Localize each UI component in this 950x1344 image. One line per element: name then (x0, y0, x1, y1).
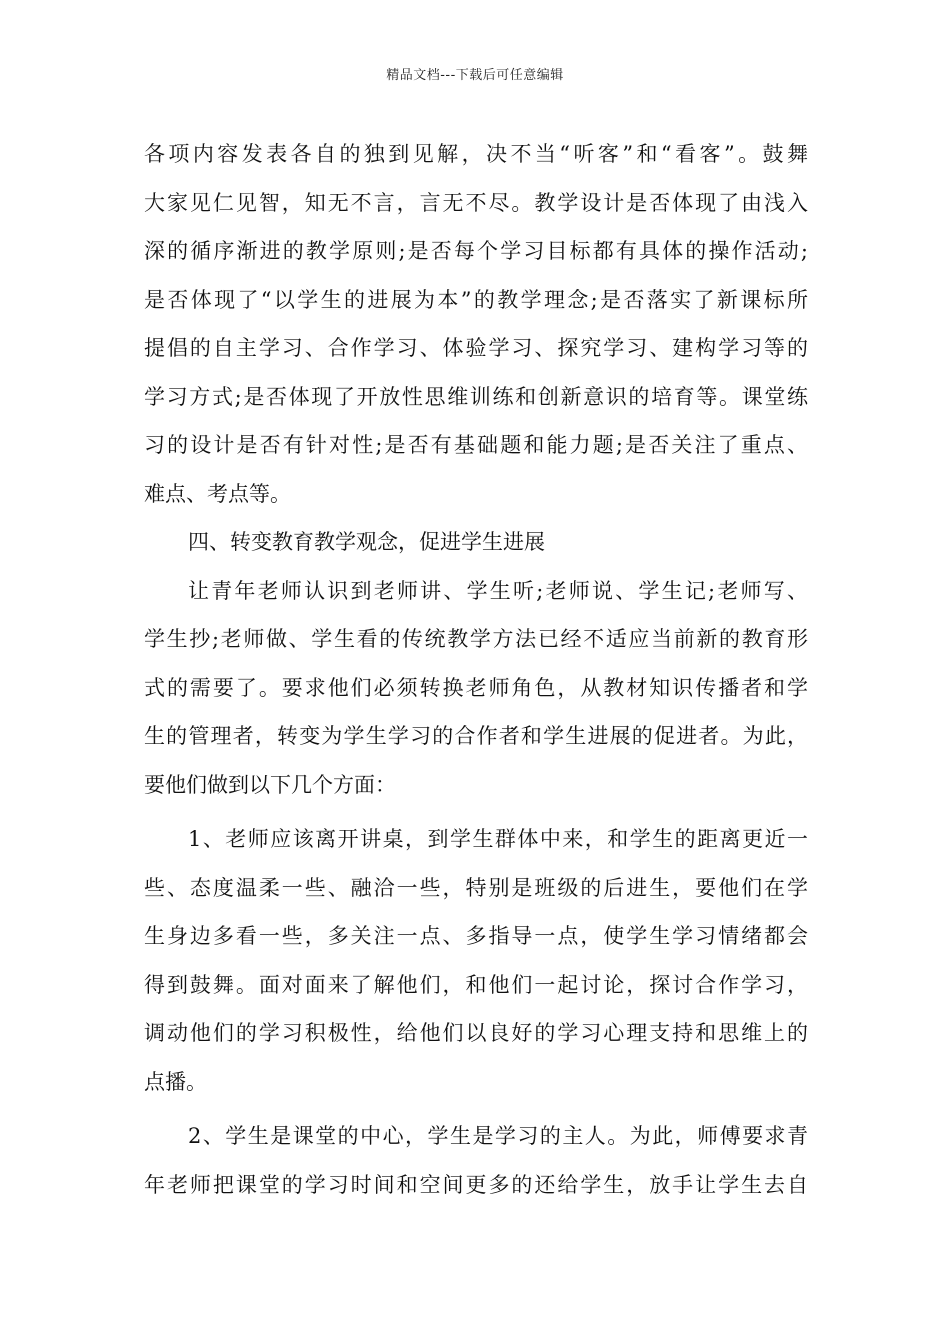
text-line: 些、态度温柔一些、融洽一些，特别是班级的后进生，要他们在学 (144, 875, 808, 900)
text-line: 2、学生是课堂的中心，学生是学习的主人。为此，师傅要求青 (188, 1124, 808, 1148)
text-line: 深的循序渐进的教学原则;是否每个学习目标都有具体的操作活动; (144, 239, 808, 263)
paragraph (144, 567, 808, 810)
heading-line: 四、转变教育教学观念，促进学生进展 (188, 530, 545, 554)
page-header: 精品文档---下载后可任意编辑 (386, 68, 564, 83)
text-line: 调动他们的学习积极性，给他们以良好的学习心理支持和思维上的 (144, 1021, 808, 1045)
text-line: 得到鼓舞。面对面来了解他们，和他们一起讨论，探讨合作学习， (144, 972, 808, 997)
text-line: 要他们做到以下几个方面： (144, 772, 396, 797)
paragraph (144, 815, 808, 1106)
paragraph (144, 1112, 808, 1209)
section-heading (144, 518, 808, 567)
text-line: 习的设计是否有针对性;是否有基础题和能力题;是否关注了重点、 (144, 433, 808, 457)
text-line: 提倡的自主学习、合作学习、体验学习、探究学习、建构学习等的 (144, 336, 808, 360)
text-line: 学习方式;是否体现了开放性思维训练和创新意识的培育等。课堂练 (144, 384, 808, 409)
text-line: 1、老师应该离开讲桌，到学生群体中来，和学生的距离更近一 (188, 827, 808, 851)
text-line: 难点、考点等。 (144, 481, 291, 506)
text-line: 生的管理者，转变为学生学习的合作者和学生进展的促进者。为此， (144, 724, 808, 748)
paragraph (144, 130, 808, 518)
text-line: 大家见仁见智，知无不言，言无不尽。教学设计是否体现了由浅入 (144, 190, 808, 215)
text-line: 让青年老师认识到老师讲、学生听;老师说、学生记;老师写、 (188, 578, 808, 603)
text-line: 是否体现了“以学生的进展为本”的教学理念;是否落实了新课标所 (144, 287, 808, 312)
text-line: 式的需要了。要求他们必须转换老师角色，从教材知识传播者和学 (144, 675, 808, 700)
text-line: 点播。 (144, 1069, 207, 1094)
text-line: 学生抄;老师做、学生看的传统教学方法已经不适应当前新的教育形 (144, 627, 808, 651)
text-line: 生身边多看一些，多关注一点、多指导一点，使学生学习情绪都会 (144, 924, 808, 948)
text-line: 年老师把课堂的学习时间和空间更多的还给学生，放手让学生去自 (144, 1172, 808, 1197)
text-line: 各项内容发表各自的独到见解，决不当“听客”和“看客”。鼓舞 (144, 142, 808, 166)
document-body (144, 130, 808, 1209)
